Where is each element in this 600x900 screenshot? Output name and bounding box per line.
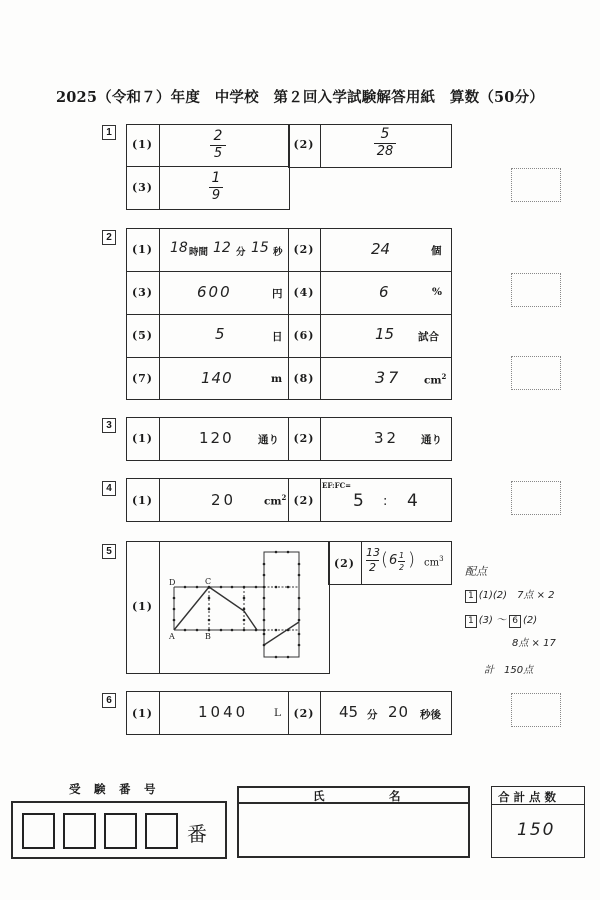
name-box: 氏 名 (237, 786, 470, 858)
q2-8-answer[interactable]: 37 (375, 368, 402, 387)
q2-3-label: (3) (131, 286, 154, 299)
q3-1-label: (1) (131, 432, 154, 445)
q6-2-label: (2) (293, 707, 315, 720)
q2-4-answer[interactable]: 6 (379, 283, 389, 301)
q2-2-label: (2) (293, 243, 315, 256)
q3-1-answer[interactable]: 120 (199, 429, 234, 447)
q1-2-answer[interactable]: 5 28 (374, 127, 396, 159)
q1-1-answer[interactable]: 2 5 (210, 129, 226, 161)
question-number-6: 6 (102, 693, 116, 708)
q1-left-box (126, 124, 290, 210)
score-box-q2a[interactable] (511, 273, 561, 307)
question-number-2: 2 (102, 230, 116, 245)
q4-1-answer[interactable]: 20 (211, 491, 237, 509)
q4-2-prefix: EF:FC= (322, 481, 352, 490)
q6-1-label: (1) (131, 707, 154, 720)
question-number-4: 4 (102, 481, 116, 496)
score-box-q1[interactable] (511, 168, 561, 202)
exam-number-box (11, 801, 227, 859)
q2-3-answer[interactable]: 600 (197, 283, 232, 301)
q2-5-answer[interactable]: 5 (215, 325, 225, 343)
svg-text:B: B (205, 632, 211, 641)
q2-1-label: (1) (131, 243, 154, 256)
q5-2-label: (2) (333, 557, 356, 570)
q3-2-answer[interactable]: 32 (374, 429, 400, 447)
score-box-q4[interactable] (511, 481, 561, 515)
q2-2-answer[interactable]: 24 (371, 240, 391, 258)
q4-2-label: (2) (293, 494, 315, 507)
q1-3-label: (3) (131, 181, 154, 194)
score-box-q6[interactable] (511, 693, 561, 727)
q1-2-label: (2) (293, 138, 315, 151)
q2-8-label: (8) (293, 372, 315, 385)
page-title: 2025（令和７）年度 中学校 第２回入学試験解答用紙 算数（50分） (55, 89, 545, 106)
q2-7-answer[interactable]: 140 (201, 369, 233, 387)
q3-2-label: (2) (293, 432, 315, 445)
q5-1-label: (1) (131, 600, 154, 613)
q2-6-label: (6) (293, 329, 315, 342)
question-number-1: 1 (102, 125, 116, 140)
q5-1-net-diagram[interactable] (160, 542, 328, 672)
q2-6-answer[interactable]: 15 (375, 325, 395, 343)
q2-5-label: (5) (131, 329, 154, 342)
q6-1-answer[interactable]: 1040 (198, 703, 249, 721)
q1-3-answer[interactable]: 1 9 (209, 171, 223, 203)
q1-1-label: (1) (131, 138, 154, 151)
total-score-value[interactable]: 150 (517, 820, 556, 840)
svg-text:A: A (169, 632, 175, 641)
score-box-q2b[interactable] (511, 356, 561, 390)
exam-number-digit-1[interactable] (22, 813, 55, 849)
exam-number-suffix: 番 (187, 822, 207, 846)
question-number-3: 3 (102, 418, 116, 433)
question-number-5: 5 (102, 544, 116, 559)
q2-7-label: (7) (131, 372, 154, 385)
exam-number-digit-2[interactable] (63, 813, 96, 849)
exam-number-label: 受 験 番 号 (69, 782, 157, 796)
svg-text:C: C (205, 577, 212, 586)
exam-number-digit-3[interactable] (104, 813, 137, 849)
name-input[interactable] (239, 805, 468, 856)
q2-4-label: (4) (293, 286, 315, 299)
total-score-box: 合 計 点 数 150 (491, 786, 585, 858)
exam-number-digit-4[interactable] (145, 813, 178, 849)
svg-text:D: D (169, 578, 176, 587)
q4-1-label: (1) (131, 494, 154, 507)
